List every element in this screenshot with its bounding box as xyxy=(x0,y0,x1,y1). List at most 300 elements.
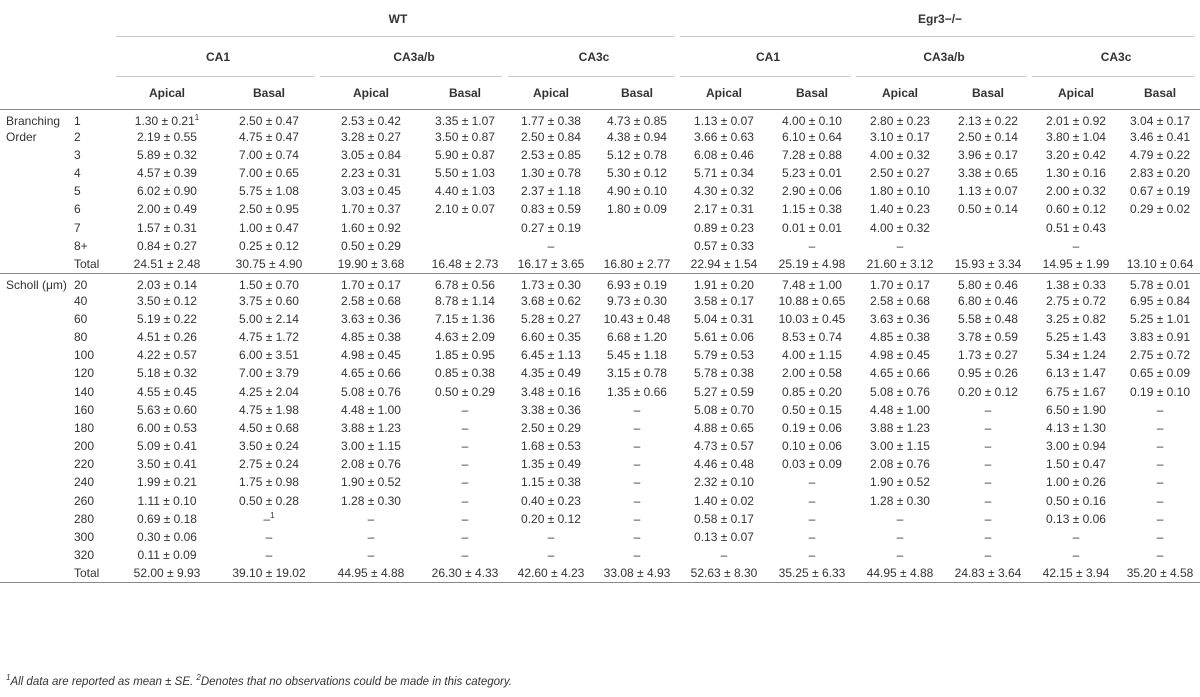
cell-value: – xyxy=(633,548,641,563)
cell-value: – xyxy=(1156,439,1164,454)
data-cell xyxy=(1120,109,1200,128)
data-cell xyxy=(320,218,422,236)
table-row xyxy=(0,255,1200,273)
data-cell xyxy=(320,109,422,128)
cell-value: 2.32 ± 0.10 xyxy=(694,475,754,490)
cell-value: 3.50 ± 0.41 xyxy=(137,457,197,472)
data-cell xyxy=(508,401,594,419)
cell-value: 0.13 ± 0.07 xyxy=(694,530,754,545)
cell-value: – xyxy=(265,530,273,545)
cell-value: 0.58 ± 0.17 xyxy=(694,511,754,526)
data-cell xyxy=(320,346,422,364)
cell-value: 6.95 ± 0.84 xyxy=(1130,293,1191,308)
cell-value: 3.50 ± 0.12 xyxy=(137,293,197,308)
cell-value: 2.53 ± 0.85 xyxy=(521,147,581,162)
table-row xyxy=(0,546,1200,564)
data-cell xyxy=(116,310,218,328)
data-cell xyxy=(508,346,594,364)
data-cell xyxy=(218,237,320,255)
data-cell xyxy=(1120,292,1200,310)
data-cell xyxy=(1032,164,1120,182)
data-cell xyxy=(944,292,1032,310)
cell-value: 1.60 ± 0.92 xyxy=(341,220,401,235)
table-row xyxy=(0,310,1200,328)
data-cell xyxy=(116,546,218,564)
data-cell xyxy=(1120,346,1200,364)
cell-value: 4.00 ± 0.10 xyxy=(782,113,842,128)
cell-value: 3.38 ± 0.65 xyxy=(958,165,1018,180)
data-cell xyxy=(680,310,768,328)
data-cell xyxy=(594,419,680,437)
data-cell xyxy=(1032,273,1120,292)
data-cell xyxy=(320,382,422,400)
row-label: 5 xyxy=(74,184,81,199)
cell-value: 3.28 ± 0.27 xyxy=(341,129,401,144)
cell-value: 4.85 ± 0.38 xyxy=(870,329,930,344)
section-label xyxy=(0,364,70,382)
row-label: 200 xyxy=(74,439,95,454)
cell-value: 8.53 ± 0.74 xyxy=(782,329,842,344)
data-cell xyxy=(856,455,944,473)
cell-value: 52.63 ± 8.30 xyxy=(690,566,758,581)
cell-value: 1.73 ± 0.30 xyxy=(521,277,581,292)
data-cell xyxy=(680,128,768,146)
data-cell xyxy=(218,182,320,200)
cell-value: 3.88 ± 1.23 xyxy=(870,420,930,435)
row-label: 300 xyxy=(74,530,95,545)
section-label xyxy=(0,218,70,236)
table-row xyxy=(0,237,1200,255)
table-row xyxy=(0,218,1200,236)
data-cell xyxy=(856,273,944,292)
data-cell xyxy=(218,146,320,164)
cell-value: 4.57 ± 0.39 xyxy=(137,165,197,180)
data-cell xyxy=(1120,128,1200,146)
data-cell xyxy=(680,419,768,437)
data-cell xyxy=(1032,364,1120,382)
cell-value: – xyxy=(1156,511,1164,526)
cell-value: – xyxy=(1156,475,1164,490)
data-cell xyxy=(1032,109,1120,128)
data-cell xyxy=(768,546,856,564)
subheader-cell: Basal xyxy=(594,77,680,109)
cell-value: 1.70 ± 0.17 xyxy=(341,277,401,292)
data-cell xyxy=(1032,492,1120,510)
section-label xyxy=(0,437,70,455)
data-cell xyxy=(1120,510,1200,528)
data-cell xyxy=(1120,164,1200,182)
cell-value: 5.28 ± 0.27 xyxy=(521,311,581,326)
data-cell xyxy=(508,218,594,236)
data-cell xyxy=(944,109,1032,128)
cell-value: 3.48 ± 0.16 xyxy=(521,384,581,399)
data-cell xyxy=(594,146,680,164)
cell-value: 4.13 ± 1.30 xyxy=(1046,420,1106,435)
cell-value: 3.63 ± 0.36 xyxy=(870,311,930,326)
cell-value: 1.80 ± 0.09 xyxy=(607,202,667,217)
cell-value: – xyxy=(1156,402,1164,417)
data-cell xyxy=(422,437,508,455)
group-header-wt: WT xyxy=(116,0,680,37)
cell-value: 3.25 ± 0.82 xyxy=(1046,311,1106,326)
cell-value: 1.80 ± 0.10 xyxy=(870,184,930,199)
group-header-egr3: Egr3−/− xyxy=(680,0,1200,37)
region-header: CA3c xyxy=(1032,37,1200,77)
cell-value: 0.50 ± 0.15 xyxy=(782,402,842,417)
data-cell xyxy=(680,200,768,218)
data-cell xyxy=(856,310,944,328)
cell-value: – xyxy=(461,493,469,508)
cell-value: 4.75 ± 1.98 xyxy=(239,402,299,417)
subheader-cell: Apical xyxy=(1032,77,1120,109)
data-cell xyxy=(594,401,680,419)
data-cell xyxy=(944,546,1032,564)
cell-value: 3.58 ± 0.17 xyxy=(694,293,754,308)
cell-value: 0.20 ± 0.12 xyxy=(958,384,1018,399)
cell-value: 4.73 ± 0.85 xyxy=(607,113,667,128)
data-cell xyxy=(320,546,422,564)
cell-value: 1.90 ± 0.52 xyxy=(341,475,401,490)
cell-value: 25.19 ± 4.98 xyxy=(778,256,846,271)
cell-value: – xyxy=(896,548,904,563)
section-label xyxy=(0,546,70,564)
table-row xyxy=(0,182,1200,200)
cell-value: 1.13 ± 0.07 xyxy=(958,184,1018,199)
cell-value: – xyxy=(263,511,271,526)
row-label: 100 xyxy=(74,348,95,363)
cell-value: 0.03 ± 0.09 xyxy=(782,457,842,472)
cell-value: 1.28 ± 0.30 xyxy=(341,493,401,508)
data-cell xyxy=(768,237,856,255)
data-cell xyxy=(768,164,856,182)
data-cell xyxy=(320,419,422,437)
data-cell xyxy=(320,200,422,218)
data-cell xyxy=(508,364,594,382)
cell-value: 10.88 ± 0.65 xyxy=(778,293,846,308)
data-cell xyxy=(594,473,680,491)
data-cell xyxy=(1120,328,1200,346)
data-cell xyxy=(768,437,856,455)
data-cell xyxy=(218,218,320,236)
cell-value: 1.90 ± 0.52 xyxy=(870,475,930,490)
subheader-cell: Basal xyxy=(944,77,1032,109)
data-cell xyxy=(116,455,218,473)
data-cell xyxy=(1120,382,1200,400)
row-label: 280 xyxy=(74,511,95,526)
section-label xyxy=(0,382,70,400)
data-cell xyxy=(944,401,1032,419)
data-cell xyxy=(680,564,768,582)
cell-value: – xyxy=(1072,238,1080,253)
data-cell xyxy=(116,109,218,128)
section-label xyxy=(0,200,70,218)
cell-value: 4.22 ± 0.57 xyxy=(137,348,197,363)
data-cell xyxy=(422,401,508,419)
data-cell xyxy=(320,128,422,146)
section-label xyxy=(0,237,70,255)
data-cell xyxy=(768,528,856,546)
data-cell xyxy=(856,292,944,310)
data-cell xyxy=(594,128,680,146)
cell-value: – xyxy=(367,530,375,545)
cell-value: – xyxy=(367,548,375,563)
data-cell xyxy=(856,546,944,564)
table-row xyxy=(0,473,1200,491)
data-cell xyxy=(768,492,856,510)
cell-value: – xyxy=(984,530,992,545)
data-cell xyxy=(1032,346,1120,364)
cell-value: 6.02 ± 0.90 xyxy=(137,184,197,199)
data-cell xyxy=(218,255,320,273)
cell-value: – xyxy=(720,548,728,563)
data-cell xyxy=(680,401,768,419)
data-cell xyxy=(422,128,508,146)
data-cell xyxy=(944,128,1032,146)
cell-value: 5.04 ± 0.31 xyxy=(694,311,754,326)
cell-value: 2.50 ± 0.14 xyxy=(958,129,1018,144)
data-cell xyxy=(1032,437,1120,455)
cell-value: – xyxy=(1156,457,1164,472)
cell-value: 2.58 ± 0.68 xyxy=(341,293,401,308)
section-label xyxy=(0,564,70,582)
data-cell xyxy=(218,364,320,382)
cell-value: 4.63 ± 2.09 xyxy=(435,329,495,344)
data-cell xyxy=(856,401,944,419)
data-cell xyxy=(594,528,680,546)
cell-value: 4.30 ± 0.32 xyxy=(694,184,754,199)
cell-value: 0.11 ± 0.09 xyxy=(137,548,197,563)
data-cell xyxy=(594,510,680,528)
cell-value: 2.83 ± 0.20 xyxy=(1130,165,1191,180)
cell-value: 6.00 ± 0.53 xyxy=(137,420,197,435)
row-label: 8+ xyxy=(74,238,88,253)
data-cell xyxy=(218,273,320,292)
cell-value: – xyxy=(633,475,641,490)
data-cell xyxy=(594,546,680,564)
cell-value: 0.50 ± 0.28 xyxy=(239,493,299,508)
data-cell xyxy=(218,200,320,218)
cell-value: – xyxy=(1156,420,1164,435)
data-cell xyxy=(680,182,768,200)
cell-value: 0.20 ± 0.12 xyxy=(521,511,581,526)
cell-value: 6.00 ± 3.51 xyxy=(239,348,299,363)
data-cell xyxy=(680,528,768,546)
cell-value: 3.00 ± 0.94 xyxy=(1046,439,1106,454)
data-cell xyxy=(768,564,856,582)
cell-value: 4.35 ± 0.49 xyxy=(521,366,581,381)
cell-value: 4.38 ± 0.94 xyxy=(607,129,667,144)
data-cell xyxy=(768,455,856,473)
cell-value: 5.09 ± 0.41 xyxy=(137,439,197,454)
data-cell xyxy=(422,237,508,255)
data-cell xyxy=(768,382,856,400)
data-cell xyxy=(422,200,508,218)
cell-value: 4.85 ± 0.38 xyxy=(341,329,401,344)
table-row xyxy=(0,510,1200,528)
subheader-cell: Apical xyxy=(320,77,422,109)
cell-value: – xyxy=(1072,548,1080,563)
cell-value: – xyxy=(461,530,469,545)
cell-value: – xyxy=(984,548,992,563)
data-cell xyxy=(594,364,680,382)
data-cell xyxy=(768,128,856,146)
cell-value: – xyxy=(808,475,816,490)
data-cell xyxy=(320,364,422,382)
cell-value: 16.80 ± 2.77 xyxy=(603,256,671,271)
data-cell xyxy=(1032,401,1120,419)
data-cell xyxy=(116,473,218,491)
data-cell xyxy=(594,492,680,510)
cell-value: 0.40 ± 0.23 xyxy=(521,493,581,508)
data-cell xyxy=(594,255,680,273)
cell-value: 3.05 ± 0.84 xyxy=(341,147,401,162)
cell-value: 4.46 ± 0.48 xyxy=(694,457,754,472)
cell-value: – xyxy=(547,238,555,253)
cell-value: 0.83 ± 0.59 xyxy=(521,202,581,217)
data-cell xyxy=(680,473,768,491)
cell-value: 6.10 ± 0.64 xyxy=(782,129,842,144)
cell-value: 0.27 ± 0.19 xyxy=(521,220,581,235)
cell-value: 3.88 ± 1.23 xyxy=(341,420,401,435)
cell-value: 4.00 ± 1.15 xyxy=(782,348,842,363)
cell-value: 7.00 ± 0.65 xyxy=(239,165,299,180)
table-row xyxy=(0,109,1200,128)
cell-value: 1.35 ± 0.66 xyxy=(607,384,667,399)
cell-value: 5.71 ± 0.34 xyxy=(694,165,754,180)
data-cell xyxy=(508,273,594,292)
data-cell xyxy=(856,328,944,346)
footnote-mark: 1 xyxy=(270,510,275,520)
cell-value: 22.94 ± 1.54 xyxy=(690,256,758,271)
data-cell xyxy=(594,164,680,182)
data-cell xyxy=(116,510,218,528)
cell-value: 0.95 ± 0.26 xyxy=(958,366,1018,381)
data-cell xyxy=(1032,146,1120,164)
data-cell xyxy=(116,528,218,546)
data-cell xyxy=(680,510,768,528)
cell-value: 7.00 ± 0.74 xyxy=(239,147,299,162)
data-cell xyxy=(856,255,944,273)
cell-value: – xyxy=(808,493,816,508)
cell-value: 1.40 ± 0.23 xyxy=(870,202,930,217)
cell-value: 26.30 ± 4.33 xyxy=(431,566,499,581)
subheader-cell: Apical xyxy=(856,77,944,109)
cell-value: 4.50 ± 0.68 xyxy=(239,420,299,435)
row-label: 40 xyxy=(74,293,88,308)
data-cell xyxy=(116,255,218,273)
data-cell xyxy=(856,182,944,200)
data-cell xyxy=(422,346,508,364)
data-cell xyxy=(1120,528,1200,546)
row-label: 120 xyxy=(74,366,95,381)
cell-value: 3.15 ± 0.78 xyxy=(607,366,667,381)
cell-value: 33.08 ± 4.93 xyxy=(603,566,671,581)
data-cell xyxy=(944,255,1032,273)
cell-value: 4.88 ± 0.65 xyxy=(694,420,754,435)
data-cell xyxy=(218,346,320,364)
cell-value: 2.00 ± 0.49 xyxy=(137,202,197,217)
table-row xyxy=(0,564,1200,582)
data-cell xyxy=(944,273,1032,292)
cell-value: 3.96 ± 0.17 xyxy=(958,147,1018,162)
section-label xyxy=(0,310,70,328)
cell-value: 3.50 ± 0.87 xyxy=(435,129,495,144)
data-cell xyxy=(594,292,680,310)
data-cell xyxy=(1120,455,1200,473)
section-label xyxy=(0,255,70,273)
region-header: CA3a/b xyxy=(856,37,1032,77)
data-cell xyxy=(422,310,508,328)
data-cell xyxy=(594,109,680,128)
data-cell xyxy=(218,128,320,146)
subheader-row xyxy=(0,77,1200,109)
data-cell xyxy=(768,109,856,128)
data-cell xyxy=(594,310,680,328)
cell-value: – xyxy=(633,420,641,435)
data-cell xyxy=(320,510,422,528)
cell-value: 3.38 ± 0.36 xyxy=(521,402,581,417)
data-cell xyxy=(1032,546,1120,564)
data-cell xyxy=(218,328,320,346)
data-cell xyxy=(680,382,768,400)
cell-value: 2.58 ± 0.68 xyxy=(870,293,930,308)
data-cell xyxy=(944,200,1032,218)
data-cell xyxy=(218,473,320,491)
data-cell xyxy=(768,346,856,364)
table-row xyxy=(0,382,1200,400)
cell-value: – xyxy=(984,475,992,490)
data-cell xyxy=(1032,382,1120,400)
data-cell xyxy=(1032,128,1120,146)
table-row xyxy=(0,492,1200,510)
data-cell xyxy=(768,146,856,164)
cell-value: – xyxy=(633,439,641,454)
data-cell xyxy=(218,419,320,437)
cell-value: 2.10 ± 0.07 xyxy=(435,202,495,217)
cell-value: 0.50 ± 0.29 xyxy=(341,238,401,253)
data-cell xyxy=(422,528,508,546)
data-cell xyxy=(508,164,594,182)
data-cell xyxy=(116,128,218,146)
cell-value: – xyxy=(896,530,904,545)
cell-value: – xyxy=(547,530,555,545)
data-cell xyxy=(856,528,944,546)
data-cell xyxy=(218,455,320,473)
cell-value: 2.50 ± 0.84 xyxy=(521,129,581,144)
data-cell xyxy=(422,564,508,582)
data-cell xyxy=(422,218,508,236)
cell-value: 5.19 ± 0.22 xyxy=(137,311,197,326)
cell-value: 5.23 ± 0.01 xyxy=(782,165,842,180)
cell-value: 0.65 ± 0.09 xyxy=(1130,366,1191,381)
data-cell xyxy=(508,492,594,510)
cell-value: 10.03 ± 0.45 xyxy=(778,311,846,326)
data-cell xyxy=(218,546,320,564)
data-cell xyxy=(116,382,218,400)
data-cell xyxy=(594,182,680,200)
data-cell xyxy=(1120,237,1200,255)
data-cell xyxy=(856,382,944,400)
cell-value: 1.50 ± 0.70 xyxy=(239,277,299,292)
data-cell xyxy=(768,218,856,236)
cell-value: 1.50 ± 0.47 xyxy=(1046,457,1106,472)
data-cell xyxy=(768,473,856,491)
cell-value: 1.75 ± 0.98 xyxy=(239,475,299,490)
cell-value: 1.70 ± 0.17 xyxy=(870,277,930,292)
cell-value: 5.80 ± 0.46 xyxy=(958,277,1018,292)
section-label xyxy=(0,146,70,164)
data-cell xyxy=(320,292,422,310)
